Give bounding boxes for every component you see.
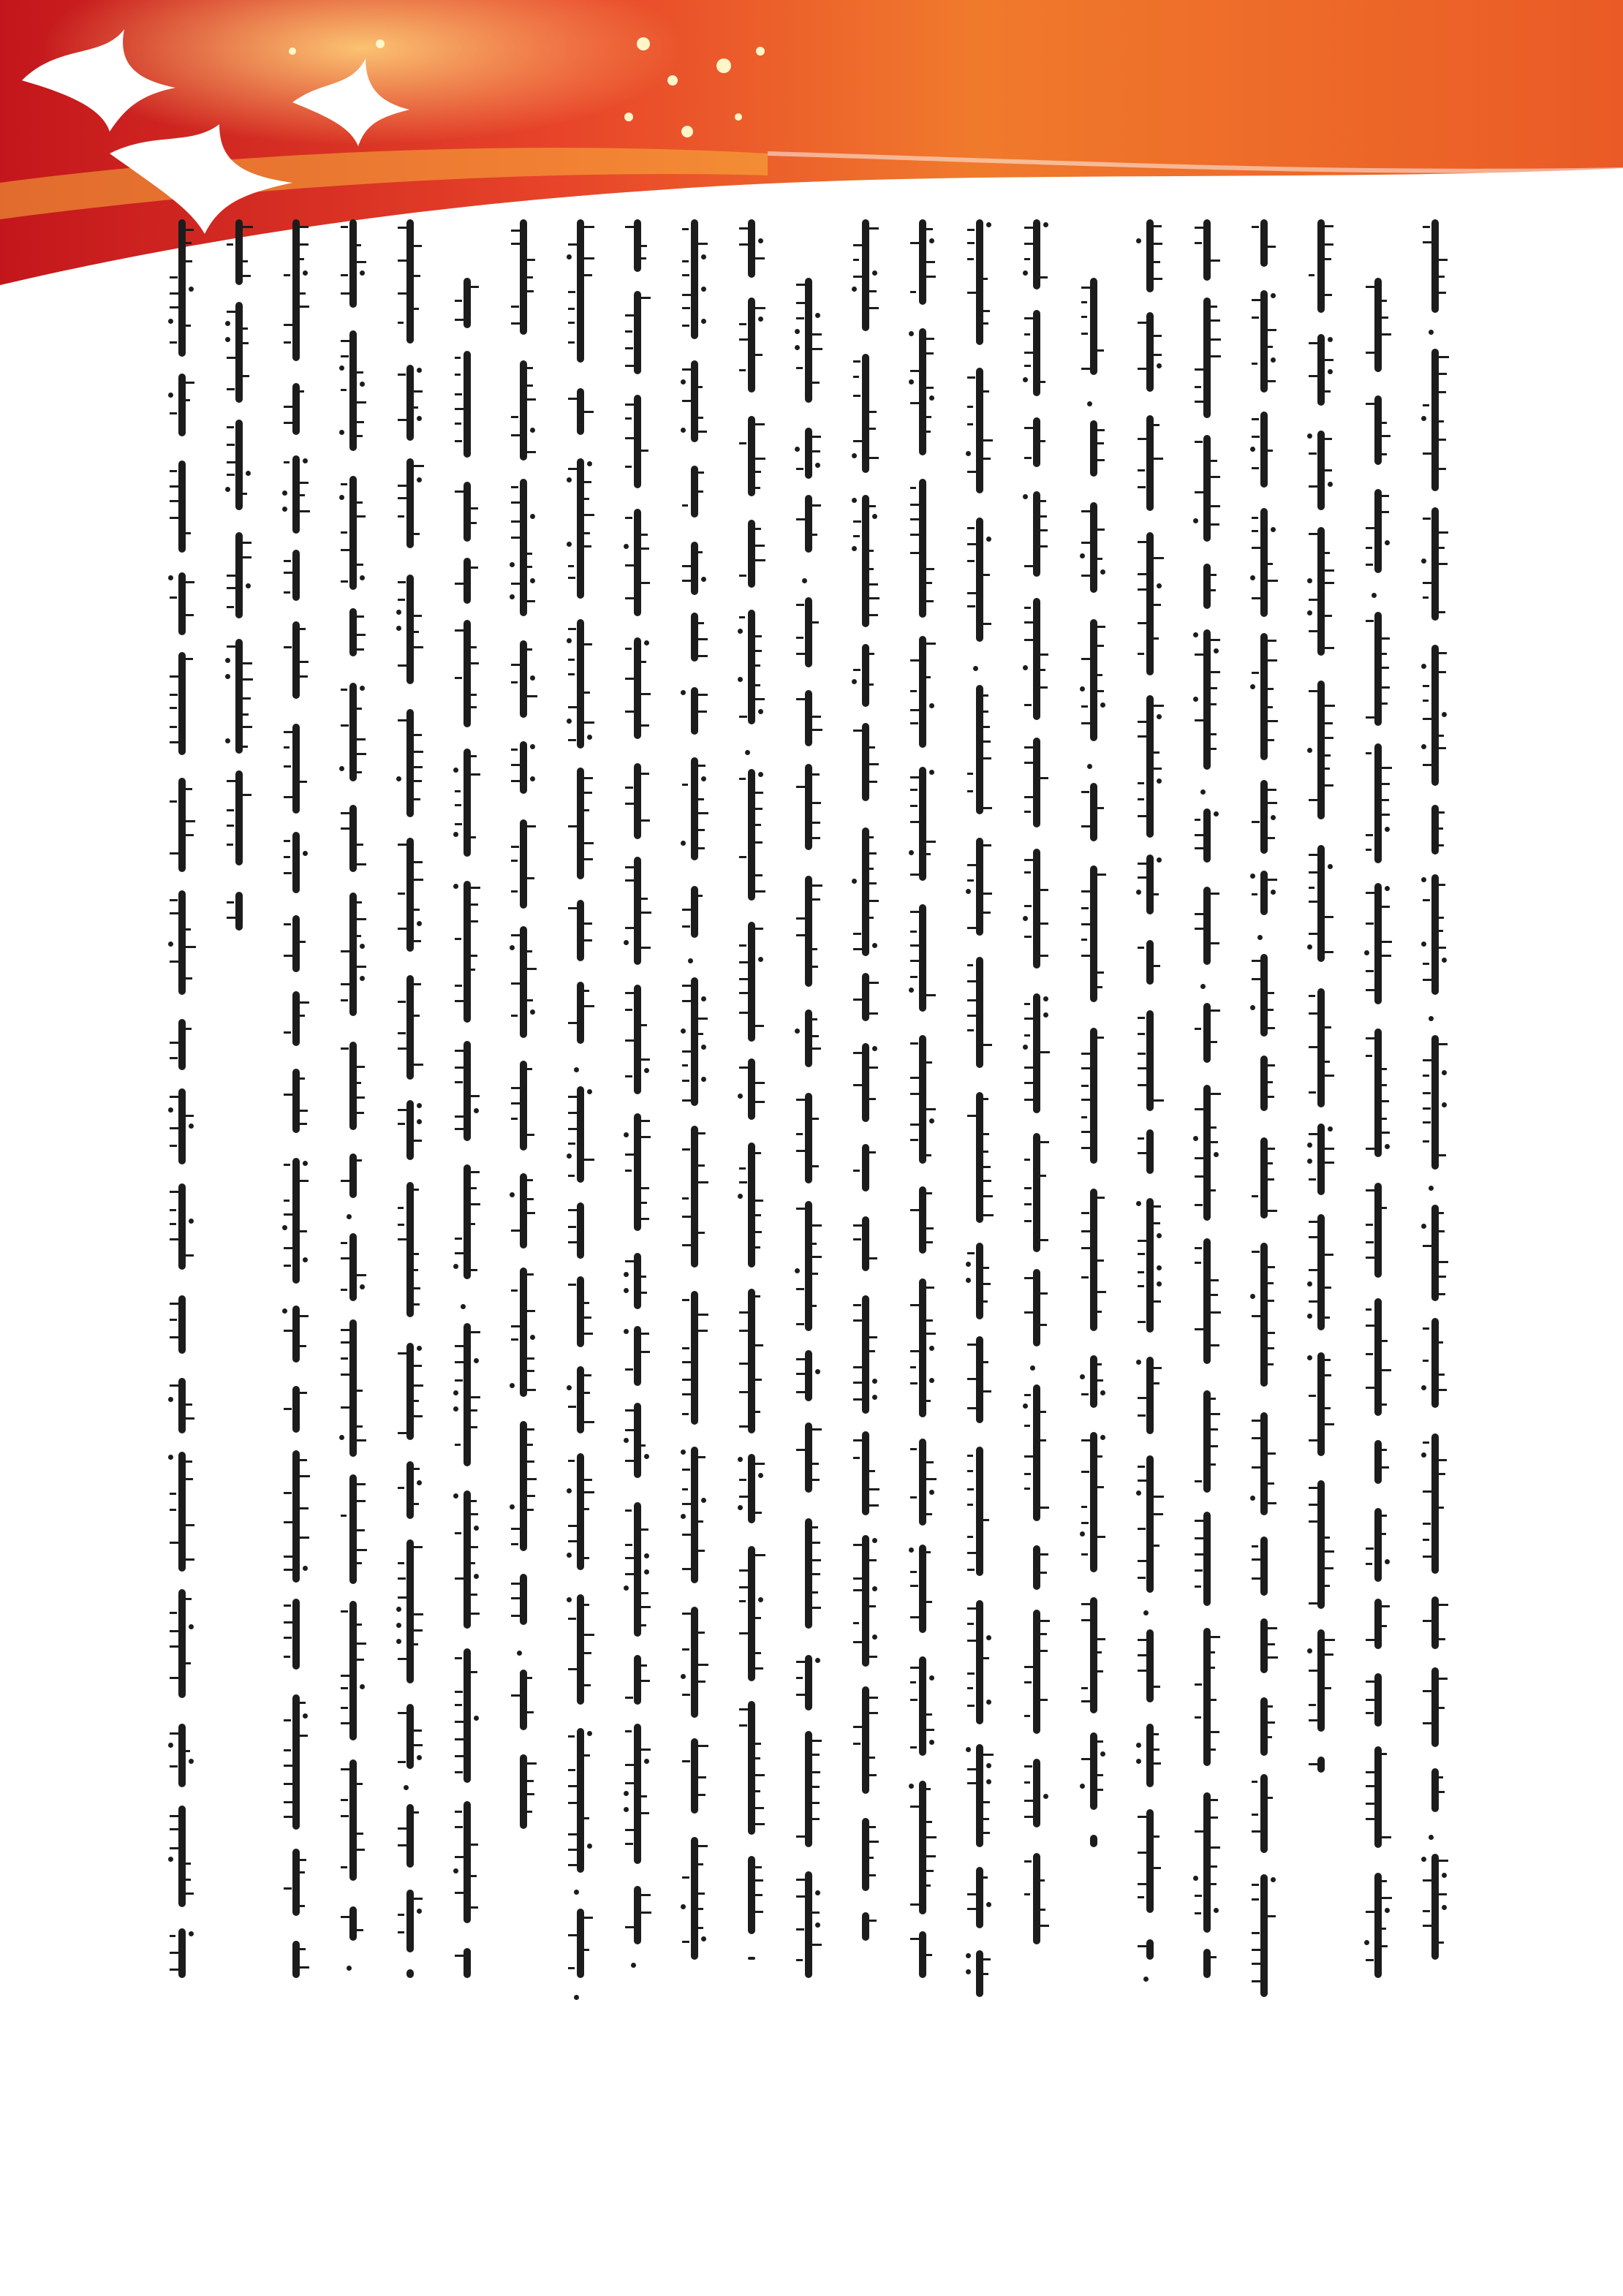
word-glyph — [919, 1545, 926, 1633]
word-glyph — [1203, 298, 1211, 418]
word-glyph — [1374, 1508, 1382, 1582]
word-glyph — [1260, 633, 1268, 760]
word-glyph — [1090, 865, 1097, 1002]
sparkle-icon — [756, 47, 765, 56]
word-glyph — [748, 219, 755, 278]
word-glyph — [1146, 1939, 1154, 1960]
word-glyph — [464, 1948, 471, 1978]
word-glyph — [520, 640, 527, 718]
word-glyph — [1146, 855, 1154, 914]
word-glyph — [1317, 1480, 1325, 1609]
word-glyph — [691, 1126, 698, 1268]
word-glyph — [919, 636, 926, 748]
word-glyph — [1374, 1873, 1382, 1979]
word-glyph — [577, 458, 584, 599]
word-glyph — [235, 302, 243, 403]
word-glyph — [406, 219, 414, 344]
word-glyph — [178, 1452, 186, 1572]
word-glyph — [349, 1759, 357, 1881]
word-glyph — [1090, 1597, 1097, 1713]
word-glyph — [406, 1804, 414, 1868]
word-glyph — [919, 767, 926, 881]
word-glyph — [634, 509, 641, 616]
sparkle-icon — [637, 37, 650, 50]
word-glyph — [292, 991, 300, 1046]
word-glyph — [464, 1323, 471, 1466]
word-glyph — [976, 957, 983, 1068]
word-glyph — [976, 838, 983, 936]
word-glyph — [292, 1941, 300, 1978]
text-column — [453, 219, 480, 2091]
word-glyph — [862, 495, 869, 627]
word-glyph — [464, 1164, 471, 1279]
word-glyph — [748, 1957, 755, 1960]
word-glyph — [862, 1818, 869, 1891]
word-glyph — [1203, 564, 1211, 609]
word-glyph — [1090, 783, 1097, 841]
word-glyph — [919, 1656, 926, 1756]
word-glyph — [691, 1291, 698, 1425]
word-glyph — [1033, 1545, 1040, 1590]
word-glyph — [235, 770, 243, 865]
word-glyph — [1033, 1133, 1040, 1252]
word-glyph — [349, 893, 357, 1016]
word-glyph — [1033, 1853, 1040, 1944]
word-glyph — [235, 639, 243, 754]
word-glyph — [406, 838, 414, 952]
word-glyph — [178, 461, 186, 553]
word-glyph — [577, 768, 584, 879]
word-glyph — [464, 620, 471, 727]
word-glyph — [292, 219, 300, 361]
word-glyph — [1374, 1298, 1382, 1416]
word-glyph — [1260, 954, 1268, 1037]
word-glyph — [1260, 1774, 1268, 1853]
word-glyph — [805, 1093, 812, 1183]
word-glyph — [235, 420, 243, 510]
word-glyph — [292, 915, 300, 972]
word-glyph — [464, 351, 471, 458]
word-glyph — [178, 652, 186, 755]
text-column — [510, 219, 536, 2091]
text-column — [795, 219, 821, 2091]
word-glyph — [1431, 1854, 1439, 1959]
word-glyph — [1090, 278, 1097, 375]
word-glyph — [577, 1086, 584, 1183]
word-glyph — [919, 479, 926, 618]
word-glyph — [1090, 619, 1097, 741]
word-glyph — [1431, 1318, 1439, 1408]
text-column — [1136, 219, 1162, 2091]
word-glyph — [1203, 1949, 1211, 1979]
word-glyph — [349, 219, 357, 308]
word-glyph — [1203, 1512, 1211, 1606]
word-glyph — [1146, 415, 1154, 511]
word-glyph — [976, 219, 983, 345]
word-glyph — [1374, 1440, 1382, 1484]
word-glyph — [1260, 1537, 1268, 1596]
word-glyph — [748, 922, 755, 1042]
word-glyph — [919, 1278, 926, 1417]
word-glyph — [1431, 874, 1439, 995]
sparkle-icon — [624, 113, 633, 121]
word-glyph — [1317, 219, 1325, 313]
word-glyph — [1146, 940, 1154, 985]
word-glyph — [464, 558, 471, 604]
word-glyph — [349, 476, 357, 590]
word-glyph — [577, 1276, 584, 1347]
word-glyph — [1090, 1835, 1097, 1847]
word-glyph — [464, 749, 471, 857]
word-glyph — [349, 805, 357, 872]
word-glyph — [1090, 1432, 1097, 1572]
text-column — [681, 219, 707, 2091]
word-glyph — [464, 881, 471, 1023]
word-glyph — [805, 1350, 812, 1401]
word-glyph — [1374, 278, 1382, 372]
sparkle-icon — [289, 48, 296, 55]
word-glyph — [805, 1422, 812, 1493]
word-glyph — [1203, 1390, 1211, 1493]
word-glyph — [1203, 1628, 1211, 1766]
text-column — [624, 219, 650, 2091]
word-glyph — [976, 1336, 983, 1423]
word-glyph — [634, 637, 641, 739]
word-glyph — [919, 1781, 926, 1914]
vertical-text-body — [168, 219, 1448, 2091]
word-glyph — [1317, 334, 1325, 406]
word-glyph — [1033, 417, 1040, 467]
word-glyph — [1260, 780, 1268, 854]
word-glyph — [464, 1648, 471, 1783]
word-glyph — [349, 683, 357, 781]
word-glyph — [634, 1403, 641, 1478]
word-glyph — [406, 1969, 414, 1978]
word-glyph — [691, 1447, 698, 1583]
word-glyph — [1033, 849, 1040, 969]
sparkle-icon — [735, 113, 742, 121]
word-glyph — [1033, 738, 1040, 827]
word-glyph — [1033, 219, 1040, 289]
word-glyph — [634, 395, 641, 488]
word-glyph — [691, 613, 698, 662]
word-glyph — [634, 1326, 641, 1386]
word-glyph — [406, 1182, 414, 1317]
sparkle-icon — [716, 58, 731, 73]
text-column — [1250, 219, 1276, 2091]
text-column — [1193, 219, 1219, 2091]
word-glyph — [1203, 219, 1211, 281]
word-glyph — [805, 876, 812, 987]
word-glyph — [1033, 1269, 1040, 1346]
word-glyph — [1146, 1010, 1154, 1111]
word-glyph — [634, 1502, 641, 1637]
word-glyph — [406, 575, 414, 684]
word-glyph — [1033, 1610, 1040, 1734]
word-glyph — [349, 1906, 357, 1941]
word-glyph — [520, 1061, 527, 1151]
word-glyph — [292, 724, 300, 814]
word-glyph — [235, 532, 243, 618]
word-glyph — [862, 1686, 869, 1794]
word-glyph — [1431, 645, 1439, 786]
word-glyph — [1431, 219, 1439, 313]
word-glyph — [406, 1704, 414, 1769]
word-glyph — [349, 1042, 357, 1130]
word-glyph — [178, 1589, 186, 1698]
word-glyph — [1033, 598, 1040, 720]
word-glyph — [349, 1601, 357, 1740]
word-glyph — [691, 360, 698, 442]
word-glyph — [748, 1701, 755, 1835]
word-glyph — [1090, 1028, 1097, 1164]
text-column — [966, 219, 992, 2091]
word-glyph — [976, 1600, 983, 1724]
word-glyph — [691, 757, 698, 860]
word-glyph — [1090, 502, 1097, 593]
word-glyph — [1317, 845, 1325, 962]
text-column — [1307, 219, 1333, 2091]
word-glyph — [577, 1728, 584, 1873]
word-glyph — [406, 458, 414, 548]
text-column — [225, 219, 251, 2091]
word-glyph — [691, 1607, 698, 1718]
sparkle-icon — [681, 126, 693, 137]
word-glyph — [520, 926, 527, 1038]
word-glyph — [178, 1724, 186, 1787]
word-glyph — [976, 368, 983, 493]
word-glyph — [1146, 1809, 1154, 1913]
word-glyph — [748, 298, 755, 393]
word-glyph — [1431, 1433, 1439, 1574]
text-column — [282, 219, 309, 2091]
word-glyph — [1203, 887, 1211, 965]
word-glyph — [862, 1295, 869, 1414]
word-glyph — [634, 763, 641, 839]
word-glyph — [862, 1912, 869, 1941]
word-glyph — [292, 550, 300, 601]
word-glyph — [1374, 612, 1382, 726]
sparkle-icon — [376, 39, 385, 48]
word-glyph — [1203, 1085, 1211, 1221]
word-glyph — [691, 542, 698, 595]
word-glyph — [1260, 290, 1268, 393]
word-glyph — [1374, 1183, 1382, 1278]
word-glyph — [349, 1319, 357, 1457]
word-glyph — [862, 723, 869, 801]
word-glyph — [406, 1100, 414, 1160]
word-glyph — [1033, 1384, 1040, 1521]
word-glyph — [464, 1041, 471, 1141]
word-glyph — [292, 832, 300, 893]
word-glyph — [178, 219, 186, 357]
word-glyph — [919, 328, 926, 455]
word-glyph — [178, 778, 186, 872]
word-glyph — [349, 330, 357, 451]
word-glyph — [1203, 1792, 1211, 1933]
word-glyph — [1317, 1124, 1325, 1195]
word-glyph — [406, 709, 414, 817]
word-glyph — [1317, 1629, 1325, 1732]
word-glyph — [805, 1871, 812, 1979]
word-glyph — [1317, 1214, 1325, 1330]
word-glyph — [520, 1754, 527, 1829]
word-glyph — [520, 1421, 527, 1551]
text-column — [567, 219, 593, 2091]
word-glyph — [748, 610, 755, 724]
text-column — [738, 219, 764, 2091]
word-glyph — [805, 1201, 812, 1331]
word-glyph — [1146, 219, 1154, 292]
word-glyph — [1260, 219, 1268, 267]
word-glyph — [520, 741, 527, 794]
word-glyph — [862, 354, 869, 473]
word-glyph — [1317, 527, 1325, 656]
word-glyph — [748, 1546, 755, 1681]
word-glyph — [577, 1453, 584, 1570]
word-glyph — [805, 278, 812, 403]
word-glyph — [919, 1186, 926, 1254]
word-glyph — [691, 219, 698, 339]
word-glyph — [292, 1694, 300, 1830]
text-column — [339, 219, 366, 2091]
text-column — [852, 219, 878, 2091]
word-glyph — [1374, 1746, 1382, 1848]
word-glyph — [805, 495, 812, 553]
word-glyph — [1146, 1198, 1154, 1333]
word-glyph — [178, 1183, 186, 1270]
text-column — [1080, 219, 1106, 2091]
text-column — [1364, 219, 1391, 2091]
word-glyph — [1146, 1129, 1154, 1174]
word-glyph — [464, 1801, 471, 1923]
word-glyph — [1317, 681, 1325, 819]
word-glyph — [1090, 1732, 1097, 1810]
word-glyph — [634, 985, 641, 1094]
word-glyph — [1431, 1205, 1439, 1301]
word-glyph — [1431, 1035, 1439, 1170]
word-glyph — [1374, 743, 1382, 863]
word-glyph — [1033, 491, 1040, 577]
word-glyph — [406, 1539, 414, 1683]
word-glyph — [577, 1202, 584, 1259]
text-column — [168, 219, 194, 2091]
word-glyph — [976, 1447, 983, 1576]
text-column — [909, 219, 935, 2091]
word-glyph — [691, 977, 698, 1106]
word-glyph — [805, 597, 812, 667]
word-glyph — [292, 1450, 300, 1583]
sparkle-icon — [667, 75, 678, 86]
word-glyph — [634, 1724, 641, 1864]
word-glyph — [976, 1243, 983, 1319]
word-glyph — [406, 1343, 414, 1440]
word-glyph — [520, 479, 527, 616]
word-glyph — [577, 619, 584, 749]
word-glyph — [292, 1158, 300, 1284]
word-glyph — [1260, 1874, 1268, 1997]
text-column — [396, 219, 423, 2091]
word-glyph — [178, 1019, 186, 1070]
word-glyph — [1260, 1412, 1268, 1515]
word-glyph — [1374, 1028, 1382, 1157]
word-glyph — [634, 1113, 641, 1231]
word-glyph — [292, 621, 300, 699]
word-glyph — [1260, 871, 1268, 915]
word-glyph — [406, 365, 414, 441]
word-glyph — [577, 1594, 584, 1705]
word-glyph — [1146, 1455, 1154, 1593]
word-glyph — [235, 892, 243, 931]
word-glyph — [691, 1738, 698, 1814]
word-glyph — [520, 360, 527, 461]
word-glyph — [748, 1143, 755, 1268]
word-glyph — [520, 1268, 527, 1397]
word-glyph — [464, 1490, 471, 1629]
word-glyph — [862, 1431, 869, 1515]
word-glyph — [349, 1233, 357, 1301]
word-glyph — [292, 1599, 300, 1670]
word-glyph — [862, 1043, 869, 1122]
word-glyph — [634, 291, 641, 374]
word-glyph — [520, 819, 527, 909]
word-glyph — [691, 1837, 698, 1960]
word-glyph — [1203, 1003, 1211, 1063]
word-glyph — [919, 1035, 926, 1164]
word-glyph — [520, 1173, 527, 1249]
word-glyph — [805, 1731, 812, 1847]
word-glyph — [976, 685, 983, 814]
word-glyph — [748, 416, 755, 496]
word-glyph — [1374, 489, 1382, 573]
text-column — [1421, 219, 1448, 2091]
word-glyph — [748, 769, 755, 901]
word-glyph — [862, 827, 869, 956]
word-glyph — [976, 1092, 983, 1223]
word-glyph — [862, 1535, 869, 1667]
word-glyph — [577, 219, 584, 363]
text-column — [1023, 219, 1049, 2091]
word-glyph — [1374, 883, 1382, 1004]
